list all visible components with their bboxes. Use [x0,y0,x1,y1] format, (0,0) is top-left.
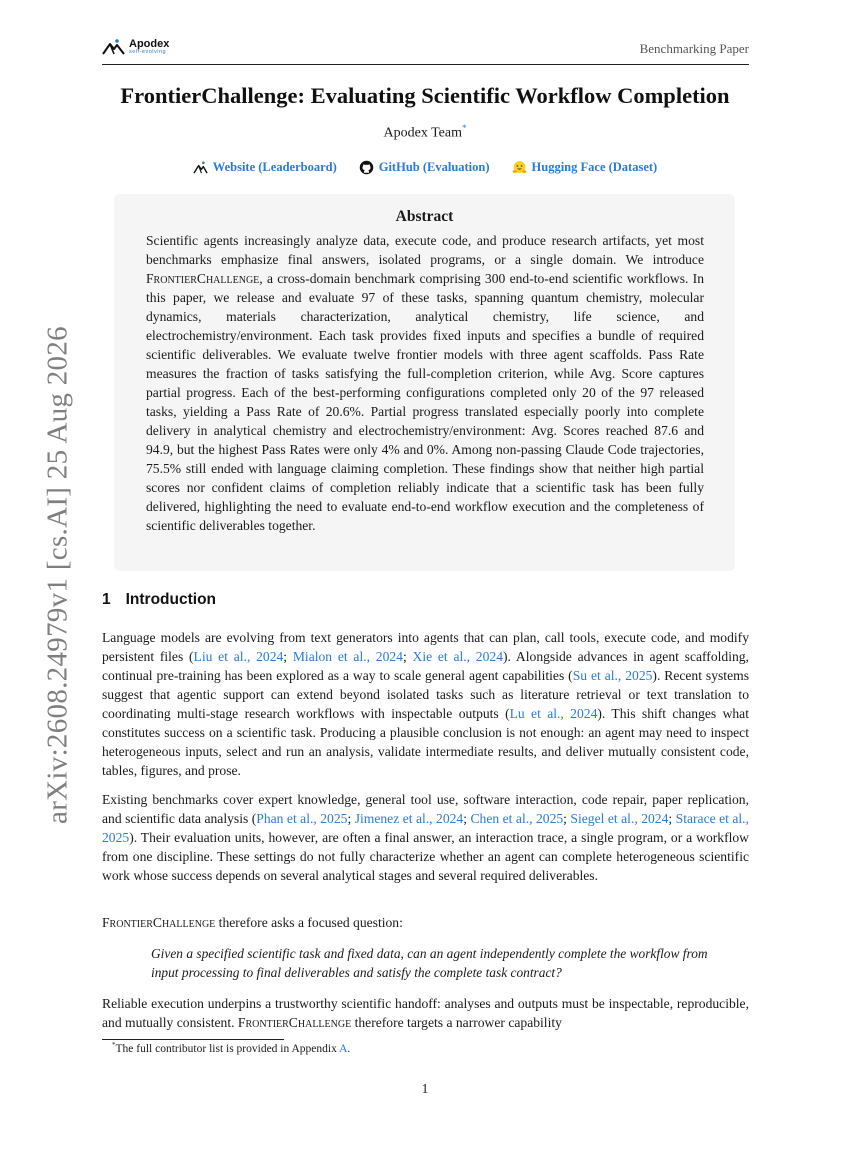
citation-link[interactable]: Mialon et al., 2024 [292,649,403,664]
abstract-box [114,194,735,571]
footnote: *The full contributor list is provided in Appendix A. [112,1041,351,1055]
website-link[interactable] [193,160,337,175]
github-icon [359,160,374,175]
abstract-text: Scientific agents increasingly analyze data, execute code, and produce research artifacts, yet most benchmarks emphasize final answers, isolated programs, or a single domain. We introduce FrontierChallenge, a cross-domain benchmark comprising 300 end-to-end scientific workflows. In this paper, we release and evaluate 97 of these tasks, spanning quantum chemistry, molecular dynamics, materials characterization, analytical chemistry, life science, and electrochemistry/environment. Each task provides fixed inputs and specifies a bundle of required scientific deliverables. We evaluate twelve frontier models with three agent scaffolds. Pass Rate measures the fraction of tasks satisfying the full-completion criterion, while Avg. Score captures partial progress. Each of the best-performing configurations completed only 20 of the 97 released tasks, yielding a Pass Rate of 20.6%. Partial progress translated especially poorly into complete delivery in analytical chemistry and electrochemistry/environment: Avg. Scores reached 87.6 and 94.9, but the highest Pass Rates were only 4% and 0%. Among non-passing Claude Code trajectories, 75.5% still ended with language claiming completion. These findings show that neither high partial scores nor confident claims of completion reliably indicate that a scientific task has been fully delivered, highlighting the need to evaluate end-to-end workflow execution and the completeness of scientific deliverables together. [146,233,704,533]
website-link-label: Website (Leaderboard) [212,160,337,174]
arxiv-stamp: arXiv:2608.24979v1 [cs.AI] 25 Aug 2026 [41,326,74,824]
hugging-face-icon [512,160,527,175]
paper-title: FrontierChallenge: Evaluating Scientific Workflow Completion [120,83,730,108]
appendix-link[interactable]: A [339,1042,348,1055]
citation-link[interactable]: Su et al., 2025 [572,668,653,683]
logo-tagline: self-evolving [129,48,167,55]
author-footnote-mark[interactable]: * [461,123,467,133]
citation-link[interactable]: Jimenez et al., 2024 [354,811,464,826]
citation-link[interactable]: Phan et al., 2025 [256,811,348,826]
resource-links [0,160,850,175]
benchmark-name: FrontierChallenge [102,915,216,930]
footnote-rule [102,1039,284,1040]
citation-link[interactable]: Xie et al., 2024 [412,649,503,664]
hugging-face-link[interactable] [512,160,658,175]
citation-link[interactable]: Siegel et al., 2024 [570,811,669,826]
paragraph: FrontierChallenge therefore asks a focused question: [102,915,403,930]
research-question-quote: Given a specified scientific task and fixed data, can an agent independently complete the workflow from input processing to final deliverables and satisfy the complete task contract? [151,946,708,980]
running-title: Benchmarking Paper [639,41,749,56]
page-header [102,36,749,65]
abstract-heading: Abstract [395,208,454,225]
citation-link[interactable]: Starace et al., 2025 [102,811,749,845]
paragraph: Reliable execution underpins a trustworthy scientific handoff: analyses and outputs must be inspectable, reproducible, and mutually consistent. FrontierChallenge therefore targets a narrower capability [102,996,749,1030]
benchmark-name: FrontierChallenge [237,1015,352,1030]
github-link[interactable] [359,160,490,175]
citation-link[interactable]: Lu et al., 2024 [509,706,598,721]
apodex-logo-icon [102,38,126,56]
github-link-label: GitHub (Evaluation) [378,160,490,174]
apodex-logo [102,38,169,56]
section-title: Introduction [125,591,217,608]
citation-link[interactable]: Liu et al., 2024 [193,649,284,664]
section-number: 1 [102,591,111,608]
apodex-logo-icon [193,160,208,175]
author-line [0,123,850,142]
benchmark-name: FrontierChallenge [146,271,260,286]
citation-link[interactable]: Chen et al., 2025 [470,811,564,826]
page-number: 1 [421,1081,429,1096]
author-name: Apodex Team [383,125,462,141]
paragraph: Language models are evolving from text generators into agents that can plan, call tools, execute code, and modify persistent files (Liu et al., 2024; Mialon et al., 2024; Xie et al., 2024). Alongside advances in agent scaffolding, continual pre-training has been explored as a way to scale general agent capabilities (Su et al., 2025). Recent systems suggest that agentic support can extend beyond isolated tasks such as literature retrieval or text translation to coordinating multi-stage research workflows with inspectable outputs (Lu et al., 2024). This shift changes what constitutes success on a scientific task. Producing a plausible conclusion is not enough: an agent may need to inspect heterogeneous inputs, select and run an analysis, validate intermediate results, and deliver mutually consistent code, tables, figures, and prose. [102,630,749,778]
footnote-mark: * [112,1041,116,1049]
paragraph: Existing benchmarks cover expert knowledge, general tool use, software interaction, code repair, paper replication, and scientific data analysis (Phan et al., 2025; Jimenez et al., 2024; Chen et al., 2025; Siegel et al., 2024; Starace et al., 2025). Their evaluation units, however, are often a final answer, an interaction trace, a single program, or a workflow from one discipline. These settings do not fully characterize whether an agent can complete heterogeneous scientific work whose success depends on several analytical stages and several required deliverables. [102,792,749,883]
section-heading-introduction [102,591,216,609]
logo-name: Apodex [129,37,170,50]
hugging-face-link-label: Hugging Face (Dataset) [531,160,658,174]
